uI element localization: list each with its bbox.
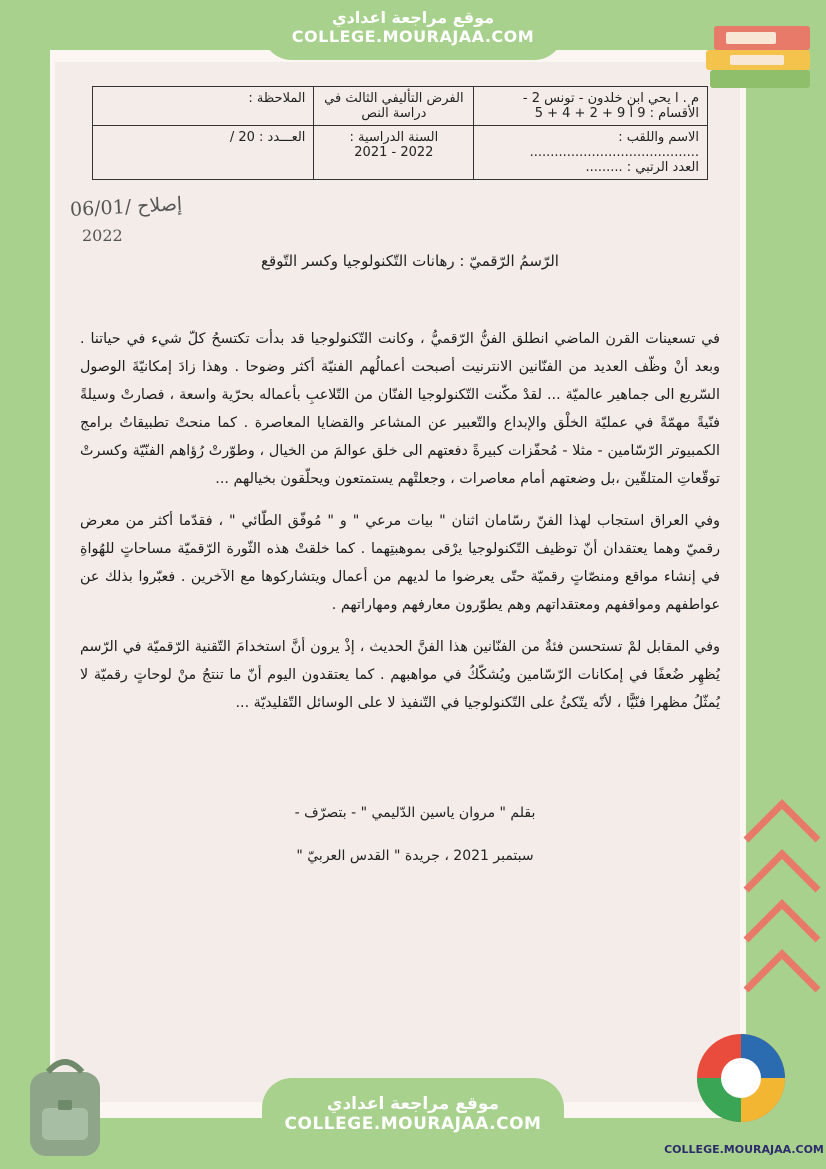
backpack-icon	[14, 1050, 116, 1162]
text-title: الرّسمُ الرّقميّ : رهانات التّكنولوجيا وكسر التّوقع	[261, 252, 559, 270]
school-year: 2022 - 2021	[354, 145, 434, 160]
text-body	[80, 325, 720, 731]
exam-header-table	[92, 86, 708, 180]
paragraph-1: في تسعينات القرن الماضي انطلق الفنُّ الرّقميُّ ، وكانت التّكنولوجيا قد بدأت تكتسحُ كلّ شيء في حياتنا . وبعد أنْ وظّف العديد من الفنّانين الانترنيت أصبحت أعمالُهم الفنيّة أكثر وضوحا . وهذا زادَ إمكانيّةَ الوصول السّريع الى جماهير عالميّة ... لقدْ مكّنت التّكنولوجيا الفنّان من التّلاعبِ بأعماله بحرّية واسعة ، فصارتْ وسيلةً فنّيةً مهمّةً في عمليّة الخلْق والإبداع والتّعبير عن المشاعر والقضايا المعاصرة . كما منحتْ تطبيقاتُ برامج الكمبيوتر الرّسّامين - مثلا - مُحفّزات كبيرةً دفعتهم الى خلق عوالمَ من الخيال ، وطوّرتْ رُؤاهم الفنّيّة وكسرتْ توقّعاتِ المتلقّين ،بل وضعتهم أمام معاصرات ، وجعلتْهم يستمتعون ويحلّقون بخيالهم ...	[80, 331, 720, 487]
exam-title: الفرض التأليفي الثالث في دراسة النص	[324, 91, 464, 121]
site-url-bottom[interactable]: COLLEGE.MOURAJAA.COM	[284, 1114, 542, 1134]
notes-cell	[93, 87, 314, 126]
paragraph-2: وفي العراق استجاب لهذا الفنّ رسّامان اثنان " بيات مرعي " و " مُوفّق الطّائي " ، فقدّما أكثر من معرض رقميّ وهما يعتقدان أنّ توظيف التّكنولوجيا يرْقى بموهبتِهما . كما خلقتْ هذه الثّورة الرّقميّة مساحاتٍ للهُواةِ في إنشاء مواقع ومنصّاتٍ رقميّة حتّى يعرضوا ما لديهم من أعمال ويتشاركوها مع الآخرين . فعبّروا بذلك عن عواطفهم ومواقفهم ومعتقداتهم وهم يطوّرون معارفهم ومهاراتهم .	[80, 513, 720, 613]
site-url[interactable]: COLLEGE.MOURAJAA.COM	[291, 27, 535, 46]
handwritten-word: إصلاح	[136, 193, 183, 218]
logo-caption: COLLEGE.MOURAJAA.COM	[664, 1143, 824, 1156]
grade-cell	[93, 126, 314, 180]
school-name: م . ا يحي ابن خلدون - تونس 2 -	[522, 91, 699, 106]
number-line: العدد الرتبي : .........	[585, 160, 699, 175]
chevron-decoration-icon	[736, 790, 822, 1010]
school-year-label: السنة الدراسية :	[349, 130, 439, 145]
school-cell	[474, 87, 708, 126]
site-banner-bottom[interactable]	[262, 1078, 564, 1169]
name-line: الاسم واللقب : .........................................	[529, 130, 699, 160]
grade-label: العـــدد : 20 /	[229, 130, 306, 145]
school-year-cell	[314, 126, 474, 180]
site-logo-icon	[694, 1026, 788, 1138]
books-icon	[700, 12, 818, 98]
paragraph-3: وفي المقابل لمْ تستحسن فئةٌ من الفنّانين هذا الفنَّ الحديث ، إذْ يرون أنَّ استخدامَ التّقنية الرّقميّة في الرّسم يُظهِر ضُعفًا في إمكانات الرّسّامين ويُشكّكُ في مواهبهم . كما يعتقدون اليوم أنّ ما تنتجُ منْ لوحاتٍ رقميّة لا يُمثّلُ مظهرا فنّيًّا ، لأنّه يتّكئُ على التّكنولوجيا في التّنفيذ لا على الوسائل التّقليديّة ...	[80, 639, 720, 711]
source-line: سبتمبر 2021 ، جريدة " القدس العربيّ "	[296, 848, 534, 864]
handwritten-year: 2022	[82, 226, 123, 245]
site-banner-top[interactable]	[262, 0, 564, 60]
site-name-arabic-bottom: موقع مراجعة اعدادي	[326, 1094, 500, 1114]
student-cell	[474, 126, 708, 180]
notes-label: الملاحظة :	[248, 91, 306, 106]
site-name-arabic: موقع مراجعة اعدادي	[331, 8, 495, 27]
exam-title-cell	[314, 87, 474, 126]
sections: الأقسام : 9 أ 9 + 2 + 4 + 5	[534, 106, 699, 121]
author-line: بقلم " مروان ياسين الدّليمي " - بتصرّف -	[294, 805, 536, 821]
handwritten-day: 06/01/	[69, 195, 132, 221]
